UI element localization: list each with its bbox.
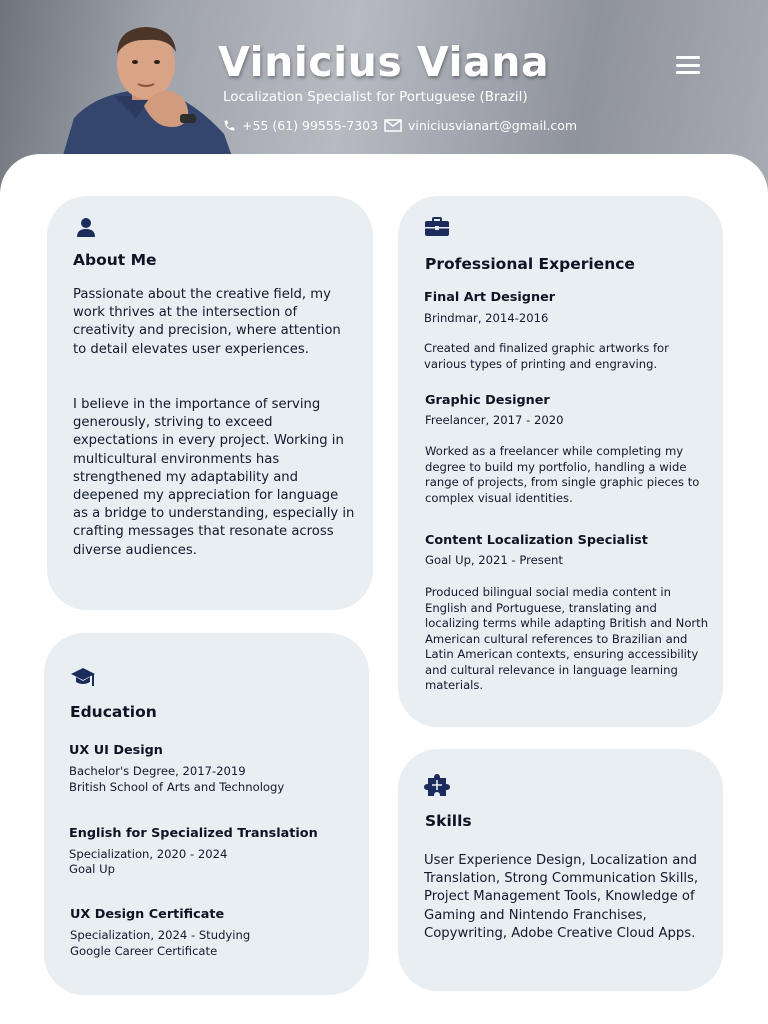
person-icon [76,217,96,237]
education-card [44,633,369,995]
experience-item-meta: Freelancer, 2017 - 2020 [425,413,564,427]
phone-contact[interactable] [223,118,378,133]
email-contact[interactable] [384,118,577,133]
education-item-degree: Bachelor's Degree, 2017-2019 [69,764,246,778]
email-address: viniciusvianart@gmail.com [408,118,578,133]
experience-item-desc: Produced bilingual social media content in English and Portuguese, translating and localizing terms while adapting British and North American cultural references to Brazilian and Latin American contexts, ensuring accessibility and cultural relevance in language learning materials. [425,585,709,692]
experience-card [398,196,723,727]
experience-item-title: Content Localization Specialist [425,533,648,548]
education-item-school: Google Career Certificate [70,944,218,958]
education-item-title: UX Design Certificate [70,907,225,922]
briefcase-icon [424,217,450,237]
hamburger-menu-icon[interactable] [676,56,700,74]
skills-title: Skills [425,812,472,830]
experience-item-desc: Worked as a freelancer while completing my degree to build my portfolio, handling a wide range of projects, from single graphic pieces to complex visual identities. [425,444,700,505]
education-item-school: Goal Up [69,862,115,876]
education-title: Education [70,703,157,721]
education-item-title: English for Specialized Translation [69,826,318,841]
person-name: Vinicius Viana [218,38,550,86]
experience-item-title: Final Art Designer [424,290,556,305]
experience-item-meta: Brindmar, 2014-2016 [424,311,549,325]
about-title: About Me [73,251,157,269]
envelope-icon [384,119,402,132]
phone-icon [223,119,236,132]
skills-card [398,749,723,991]
job-title: Localization Specialist for Portuguese (Brazil) [223,89,528,105]
phone-number: +55 (61) 99555-7303 [242,118,379,133]
education-item-title: UX UI Design [69,743,163,758]
puzzle-icon [424,772,450,798]
skills-text: User Experience Design, Localization and Translation, Strong Communication Skills, Project Management Tools, Knowledge of Gaming and Nintendo Franchises, Copywriting, Adobe Creative Cloud Apps. [424,853,699,941]
about-card [47,196,373,610]
experience-item-title: Graphic Designer [425,393,550,408]
about-paragraph-2: I believe in the importance of serving generously, striving to exceed expectations in every project. Working in multicultural environments has strengthened my adaptability and deepened my appreciation for language as a bridge to understanding, especially in crafting messages that resonate across diverse audiences. [73,397,355,558]
experience-item-meta: Goal Up, 2021 - Present [425,553,563,567]
education-item-degree: Specialization, 2024 - Studying [70,928,251,942]
experience-title: Professional Experience [425,255,635,273]
graduation-cap-icon [70,666,96,688]
experience-item-desc: Created and finalized graphic artworks for various types of printing and engraving. [424,341,669,371]
about-paragraph-1: Passionate about the creative field, my work thrives at the intersection of creativity and precision, where attention to detail elevates user experiences. [73,287,341,357]
education-item-school: British School of Arts and Technology [69,780,285,794]
education-item-degree: Specialization, 2020 - 2024 [69,847,228,861]
